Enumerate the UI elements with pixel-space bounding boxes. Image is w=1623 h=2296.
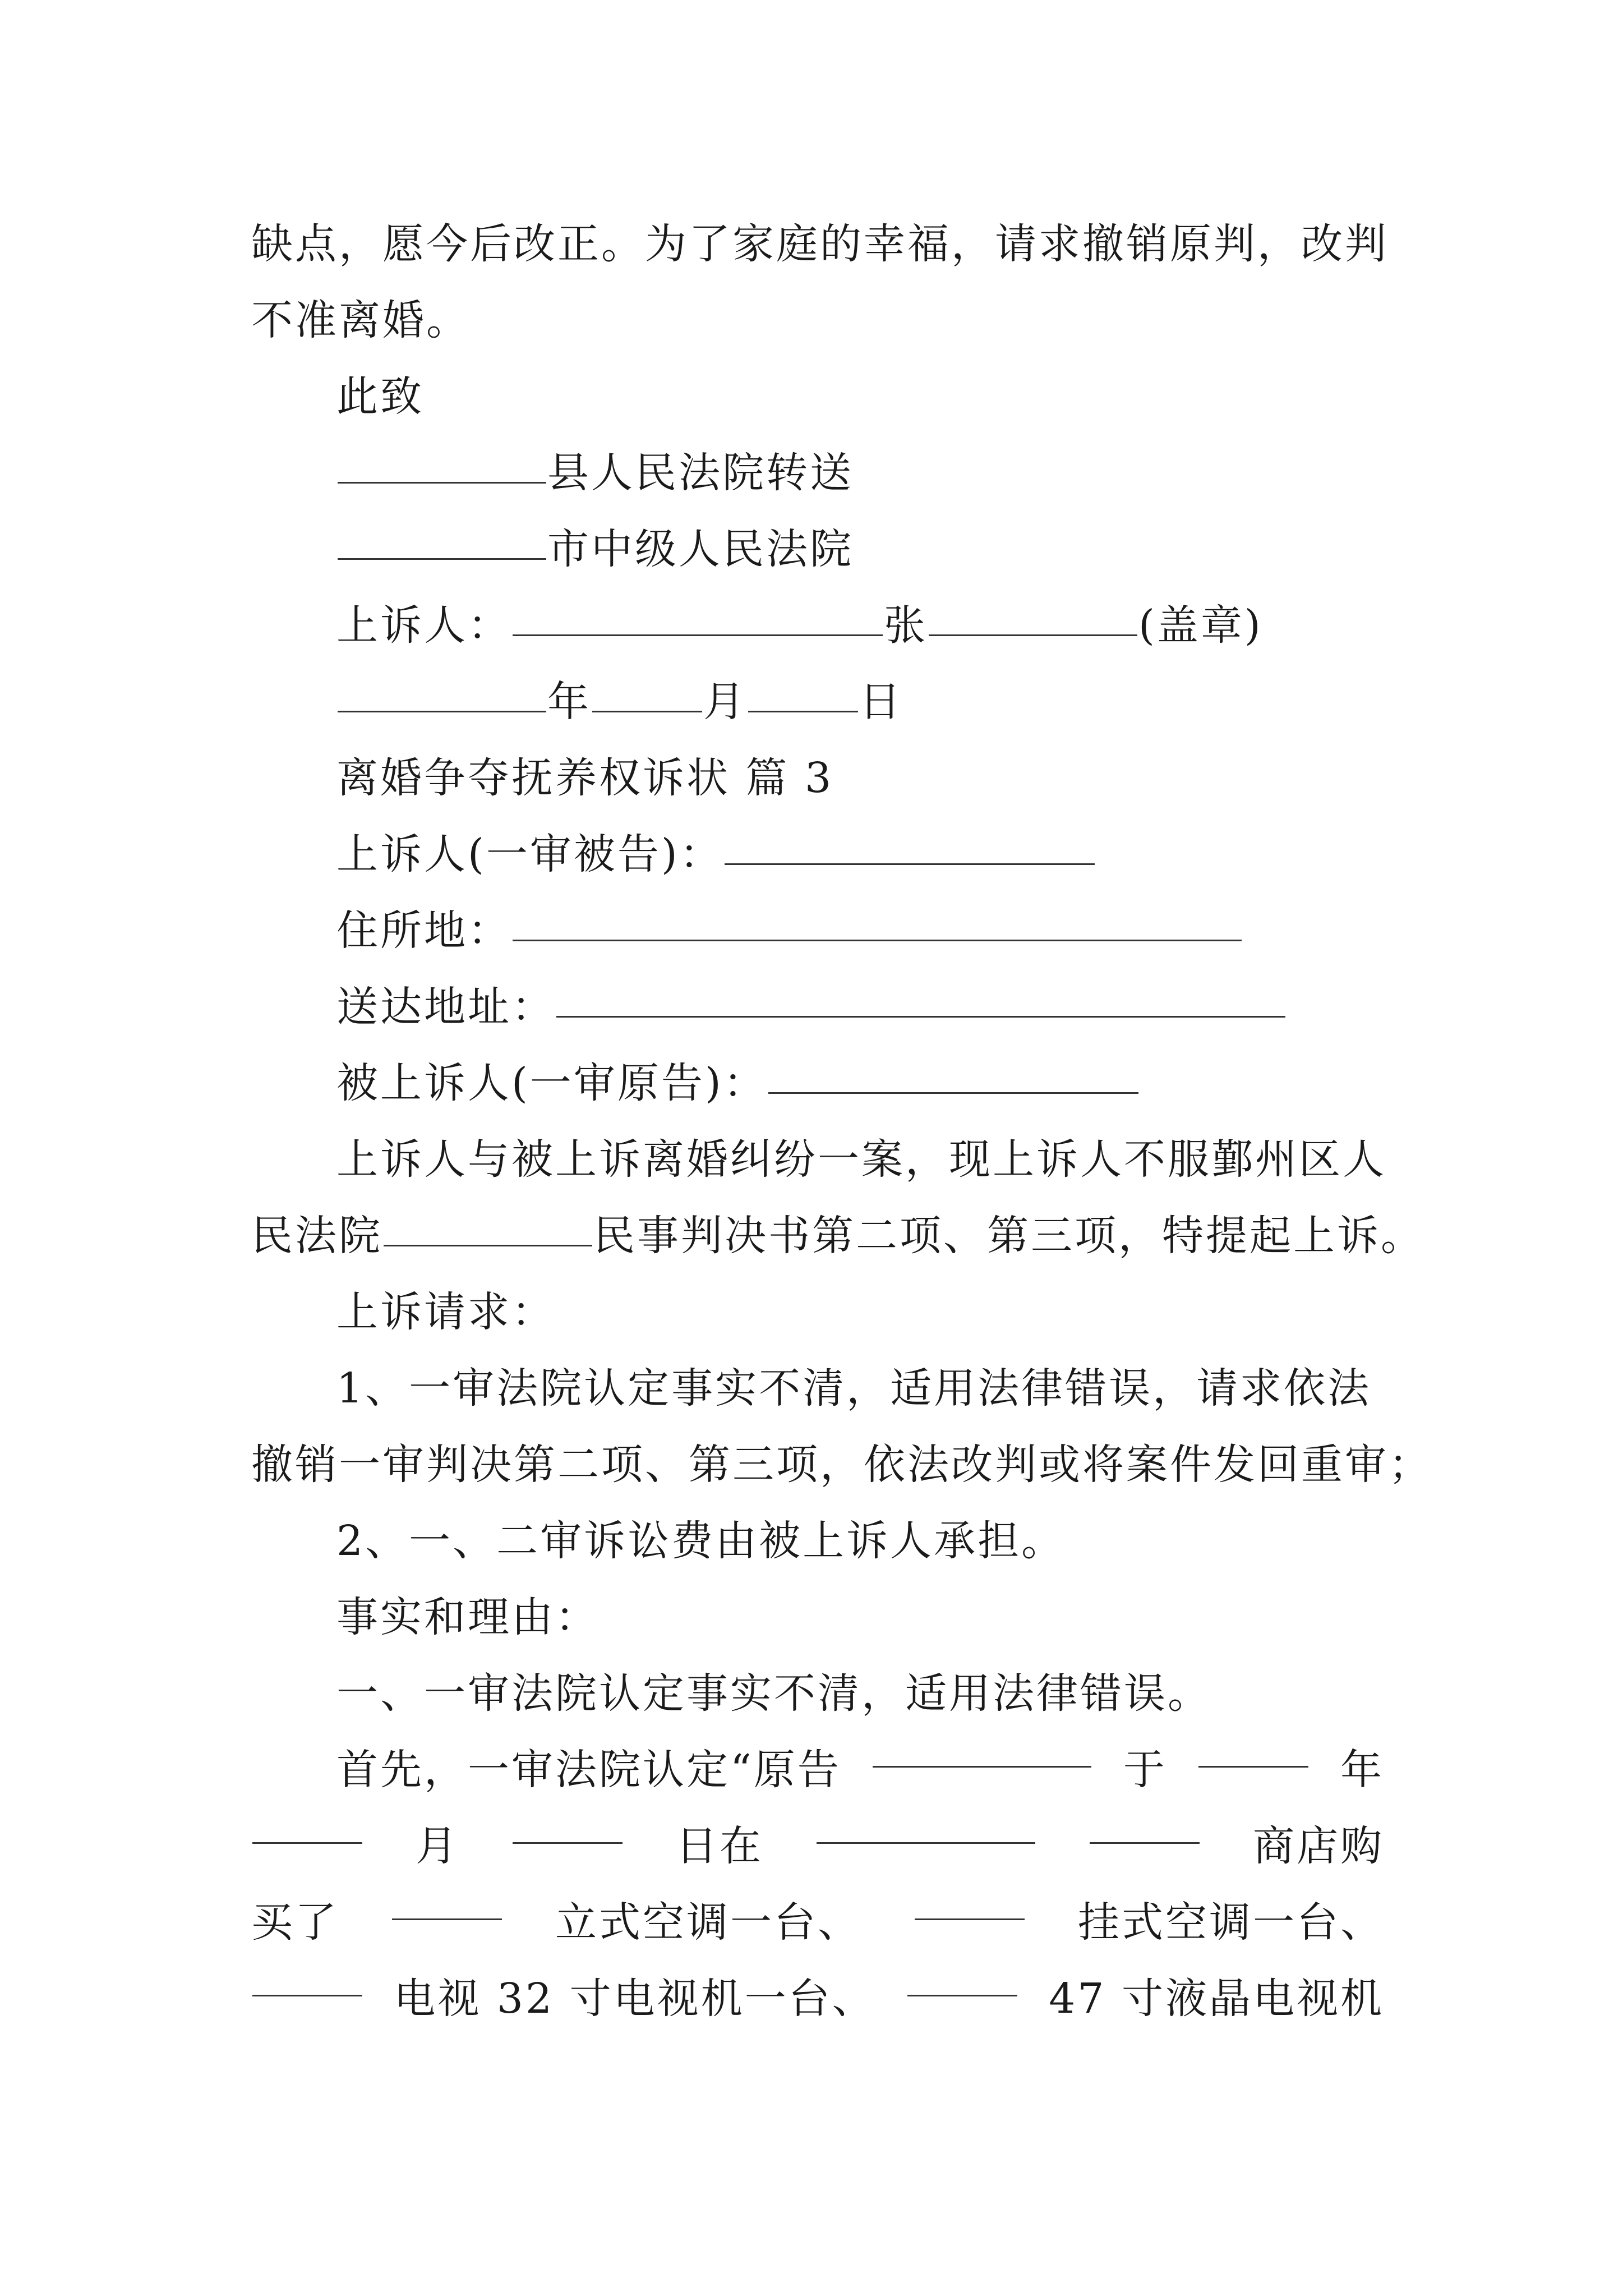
paragraph-line	[251, 1884, 1384, 1961]
text: 2、一、二审诉讼费由被上诉人承担。	[336, 1517, 1066, 1565]
fill-blank	[338, 482, 546, 484]
text: 年	[547, 678, 591, 726]
text: 送达地址：	[336, 983, 555, 1031]
text: 离婚争夺抚养权诉状 篇 3	[336, 754, 834, 802]
text: 民事判决书第二项、第三项，特提起上诉。	[593, 1212, 1424, 1260]
fill-blank	[817, 1842, 1035, 1844]
text: 于	[1123, 1746, 1167, 1794]
fill-blank	[252, 1842, 362, 1844]
fill-blank	[768, 1092, 1138, 1094]
paragraph-line	[336, 1655, 1384, 1732]
paragraph-line	[336, 1579, 1384, 1655]
text: 上诉人：	[336, 601, 511, 650]
text: 年	[1340, 1746, 1384, 1794]
paragraph-line	[251, 1961, 1384, 2037]
text: 1、一审法院认定事实不清，适用法律错误，请求依法	[336, 1364, 1372, 1412]
court-line	[336, 511, 1384, 587]
text: 张	[884, 601, 928, 650]
text: 月	[416, 1822, 459, 1870]
text: (盖章)	[1138, 601, 1263, 650]
fill-blank	[929, 634, 1137, 636]
fill-blank	[907, 1995, 1017, 1996]
text: 被上诉人(一审原告)：	[336, 1059, 767, 1107]
paragraph-line	[251, 206, 1389, 282]
salutation	[336, 358, 1384, 435]
fill-blank	[338, 558, 546, 560]
text: 日在	[676, 1822, 763, 1870]
text: 不准离婚。	[251, 296, 470, 344]
fill-blank	[748, 711, 858, 712]
field-line	[336, 969, 1384, 1045]
fill-blank	[725, 863, 1095, 865]
text: 商店购	[1253, 1822, 1384, 1870]
text: 市中级人民法院	[547, 525, 854, 573]
paragraph-line	[251, 1198, 1424, 1274]
text: 首先，一审法院认定“原告	[336, 1746, 841, 1794]
paragraph-line	[251, 1808, 1384, 1884]
text: 立式空调一台、	[555, 1898, 861, 1947]
text: 民法院	[251, 1212, 382, 1260]
signature-line	[336, 587, 1384, 664]
fill-blank	[513, 1842, 623, 1844]
fill-blank	[915, 1918, 1025, 1920]
date-line	[336, 664, 1384, 740]
fill-blank	[1090, 1842, 1200, 1844]
text: 日	[859, 678, 903, 726]
fill-blank	[513, 940, 1242, 941]
paragraph-line	[336, 1274, 1384, 1350]
paragraph-line	[336, 1503, 1384, 1579]
court-line	[336, 435, 1384, 511]
paragraph-line	[336, 1121, 1384, 1198]
text: 缺点，愿今后改正。为了家庭的幸福，请求撤销原判，改判	[251, 220, 1389, 268]
text: 电视 32 寸电视机一台、	[394, 1975, 876, 2023]
text: 事实和理由：	[336, 1593, 599, 1641]
text: 县人民法院转送	[547, 449, 854, 497]
paragraph-line	[251, 1427, 1432, 1503]
text: 一、一审法院认定事实不清，适用法律错误。	[336, 1669, 1211, 1718]
fill-blank	[392, 1918, 502, 1920]
text: 上诉人与被上诉离婚纠纷一案，现上诉人不服鄞州区人	[336, 1135, 1386, 1184]
text: 上诉人(一审被告)：	[336, 830, 723, 878]
field-line	[336, 816, 1384, 892]
fill-blank	[1198, 1766, 1308, 1768]
section-heading	[336, 740, 1384, 816]
fill-blank	[556, 1016, 1285, 1018]
paragraph-line	[336, 1350, 1384, 1427]
paragraph-line	[251, 282, 1384, 358]
fill-blank	[592, 711, 702, 712]
text: 买了	[251, 1898, 339, 1947]
field-line	[336, 892, 1384, 969]
text: 月	[703, 678, 747, 726]
text: 挂式空调一台、	[1078, 1898, 1384, 1947]
text: 此致	[336, 372, 424, 421]
fill-blank	[252, 1995, 362, 1996]
fill-blank	[384, 1245, 592, 1246]
fill-blank	[873, 1766, 1091, 1768]
field-line	[336, 1045, 1384, 1121]
fill-blank	[513, 634, 883, 636]
text: 47 寸液晶电视机	[1049, 1975, 1384, 2023]
text: 上诉请求：	[336, 1288, 555, 1336]
fill-blank	[338, 711, 546, 712]
text: 住所地：	[336, 907, 511, 955]
paragraph-line	[336, 1732, 1384, 1808]
text: 撤销一审判决第二项、第三项，依法改判或将案件发回重审；	[251, 1441, 1432, 1489]
